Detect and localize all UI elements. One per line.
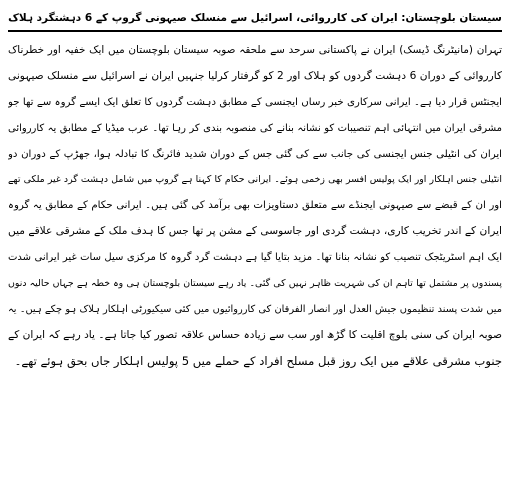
article-line: ایجنٹس قرار دیا ہے۔ ایرانی سرکاری خبر رساں ایجنسی کے مطابق دہشت گردوں کا تعلق ایک ایسے گروہ سے تھا جو	[8, 96, 502, 108]
article-line: صوبہ ایران کی سنی بلوچ اقلیت کا گڑھ اور سب سے زیادہ حساس علاقہ تصور کیا جاتا ہے۔ یاد رہے کہ ایران کے	[8, 328, 502, 341]
article-line: اور ان کے قبضے سے صیہونی ایجنڈے سے متعلق دستاویزات بھی برآمد کی گئی ہیں۔ ایرانی حکام کے مطابق یہ گروہ	[8, 200, 502, 212]
article-body	[8, 38, 502, 375]
article-line: میں شدت پسند تنظیموں جیش العدل اور انصار الفرقان کی کارروائیوں میں کئی سیکیورٹی اہلکار ہلاک ہو چکے ہیں۔ یہ	[8, 303, 502, 315]
headline: سیستان بلوچستان: ایران کی کارروائی، اسرائیل سے منسلک صیہونی گروپ کے 6 دہشتگرد ہلاک	[8, 8, 502, 32]
article-line: جنوب مشرقی علاقے میں ایک روز قبل مسلح افراد کے حملے میں 5 پولیس اہلکار جاں بحق ہوئے تھے۔	[14, 353, 502, 368]
article-line: پسندوں پر مشتمل تھا تاہم ان کی شہریت ظاہر نہیں کی گئی۔ یاد رہے سیستان بلوچستان ہی وہ خطہ ہے جہاں حالیہ دنوں	[8, 278, 502, 290]
article-line: ایران کی انٹیلی جنس ایجنسی کی جانب سے کی گئی جس کے دوران شدید فائرنگ کا تبادلہ ہوا، جھڑپ کے دوران دو	[8, 148, 502, 160]
headline-container	[8, 6, 502, 32]
article-line: مشرقی ایران میں انتہائی اہم تنصیبات کو نشانہ بنانے کی منصوبہ بندی کر رہا تھا۔ عرب میڈیا کے مطابق یہ کارروائی	[8, 122, 502, 134]
article-line: کارروائی کے دوران 6 دہشت گردوں کو ہلاک اور 2 کو گرفتار کرلیا جنہیں ایران نے اسرائیل سے منسلک صیہونی	[8, 69, 502, 82]
article-line: ایران کے اندر تخریب کاری، دہشت گردی اور جاسوسی کے مشن پر تھا جس کا ہدف ملک کے مشرقی علاقے میں	[8, 225, 502, 238]
article-line: انٹیلی جنس اہلکار اور ایک پولیس افسر بھی زخمی ہوئے۔ ایرانی حکام کا کہنا ہے گروپ میں شامل دہشت گرد غیر ملکی تھے	[8, 174, 502, 186]
article-line: ایک اہم اسٹریٹجک تنصیب کو نشانہ بنانا تھا۔ مزید بتایا گیا ہے دہشت گرد گروہ کا مرکزی سیل سات غیر ایرانی شدت	[8, 252, 502, 264]
article-line: تہران (مانیٹرنگ ڈیسک) ایران نے پاکستانی سرحد سے ملحقہ صوبہ سیستان بلوچستان میں ایک خفیہ اور خطرناک	[8, 44, 502, 56]
